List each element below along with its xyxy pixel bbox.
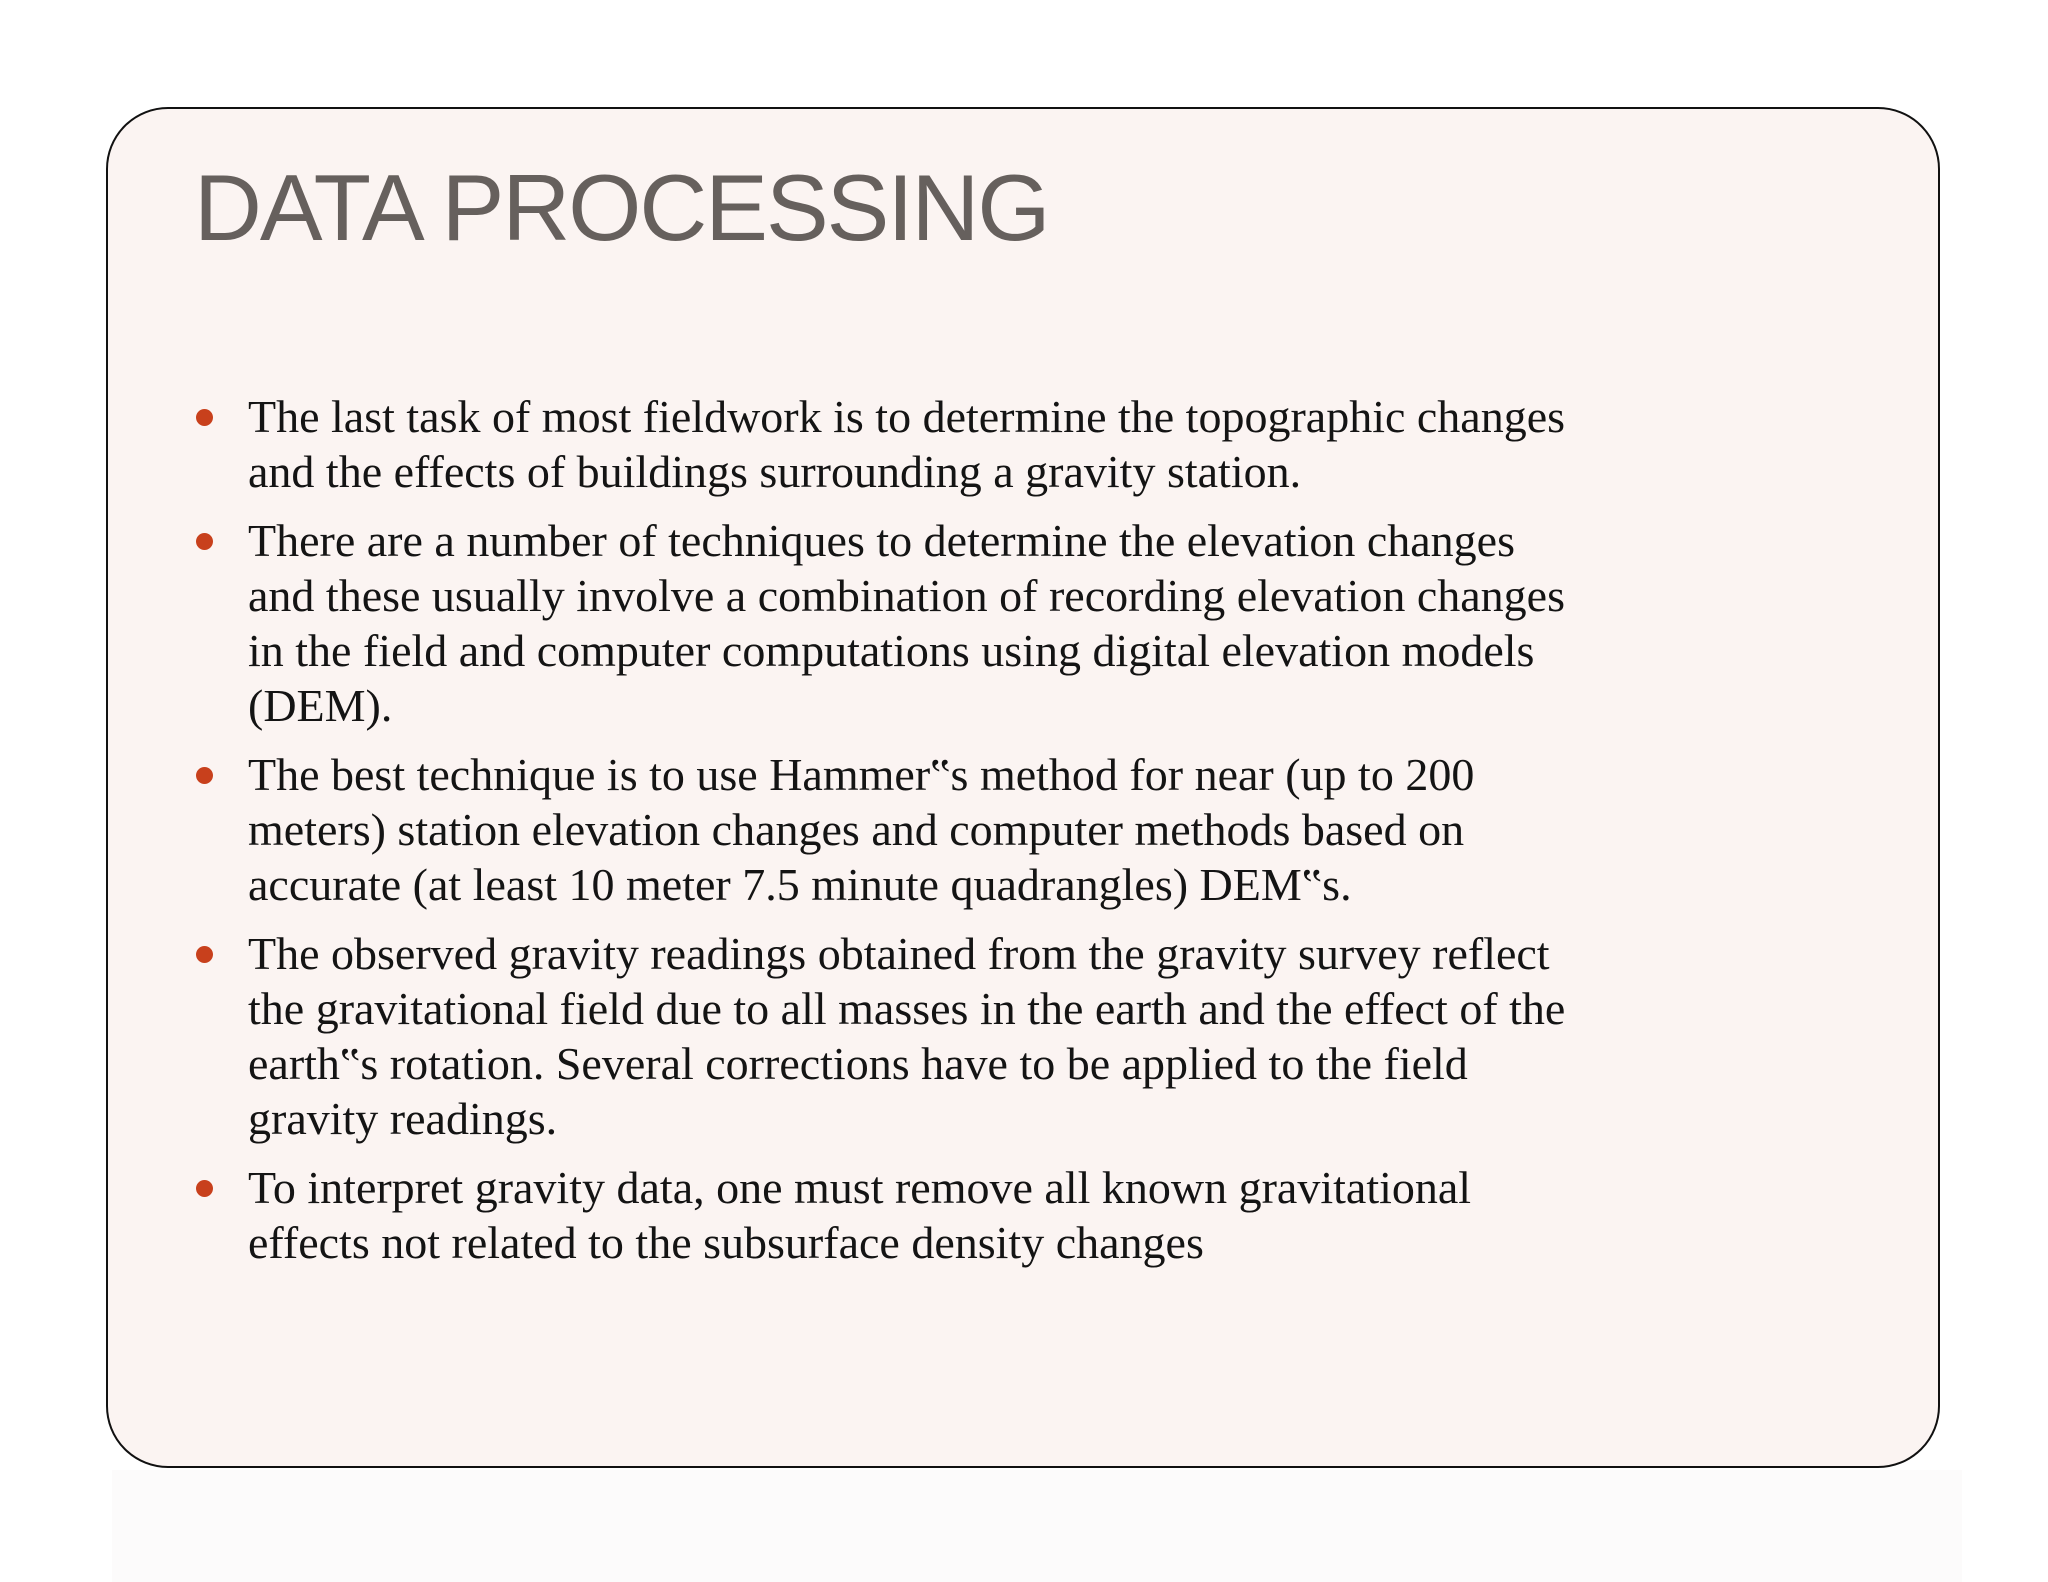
bullet-line: in the field and computer computations using digital elevation models (248, 625, 1535, 676)
slide-title: DATA PROCESSING (194, 155, 1049, 260)
bullet-line: (DEM). (248, 680, 393, 731)
bullet-item (248, 513, 1868, 733)
bullet-dot-icon (196, 1180, 213, 1197)
bullet-dot-icon (196, 767, 213, 784)
bullet-line: gravity readings. (248, 1093, 558, 1144)
bullet-item (248, 926, 1868, 1146)
bullet-line: and these usually involve a combination of recording elevation changes (248, 570, 1565, 621)
bullet-item (248, 747, 1868, 912)
bullet-line: earth‟s rotation. Several corrections have to be applied to the field (248, 1038, 1468, 1089)
bullet-dot-icon (196, 533, 213, 550)
bullet-line: the gravitational field due to all masses in the earth and the effect of the (248, 983, 1566, 1034)
bullet-line: The last task of most fieldwork is to determine the topographic changes (248, 391, 1566, 442)
bullet-line: and the effects of buildings surrounding a gravity station. (248, 446, 1302, 497)
bullet-line: accurate (at least 10 meter 7.5 minute quadrangles) DEM‟s. (248, 859, 1352, 910)
bullet-dot-icon (196, 409, 213, 426)
bullet-line: There are a number of techniques to determine the elevation changes (248, 515, 1515, 566)
bullet-item (248, 389, 1868, 499)
bullet-dot-icon (196, 946, 213, 963)
bullet-line: The observed gravity readings obtained from the gravity survey reflect (248, 928, 1550, 979)
bullet-line: The best technique is to use Hammer‟s method for near (up to 200 (248, 749, 1475, 800)
bullet-line: effects not related to the subsurface density changes (248, 1217, 1204, 1268)
bullet-item (248, 1160, 1868, 1270)
slide-shadow (112, 1470, 1962, 1582)
bullet-line: To interpret gravity data, one must remove all known gravitational (248, 1162, 1472, 1213)
bullet-list (248, 389, 1868, 1270)
bullet-line: meters) station elevation changes and computer methods based on (248, 804, 1465, 855)
